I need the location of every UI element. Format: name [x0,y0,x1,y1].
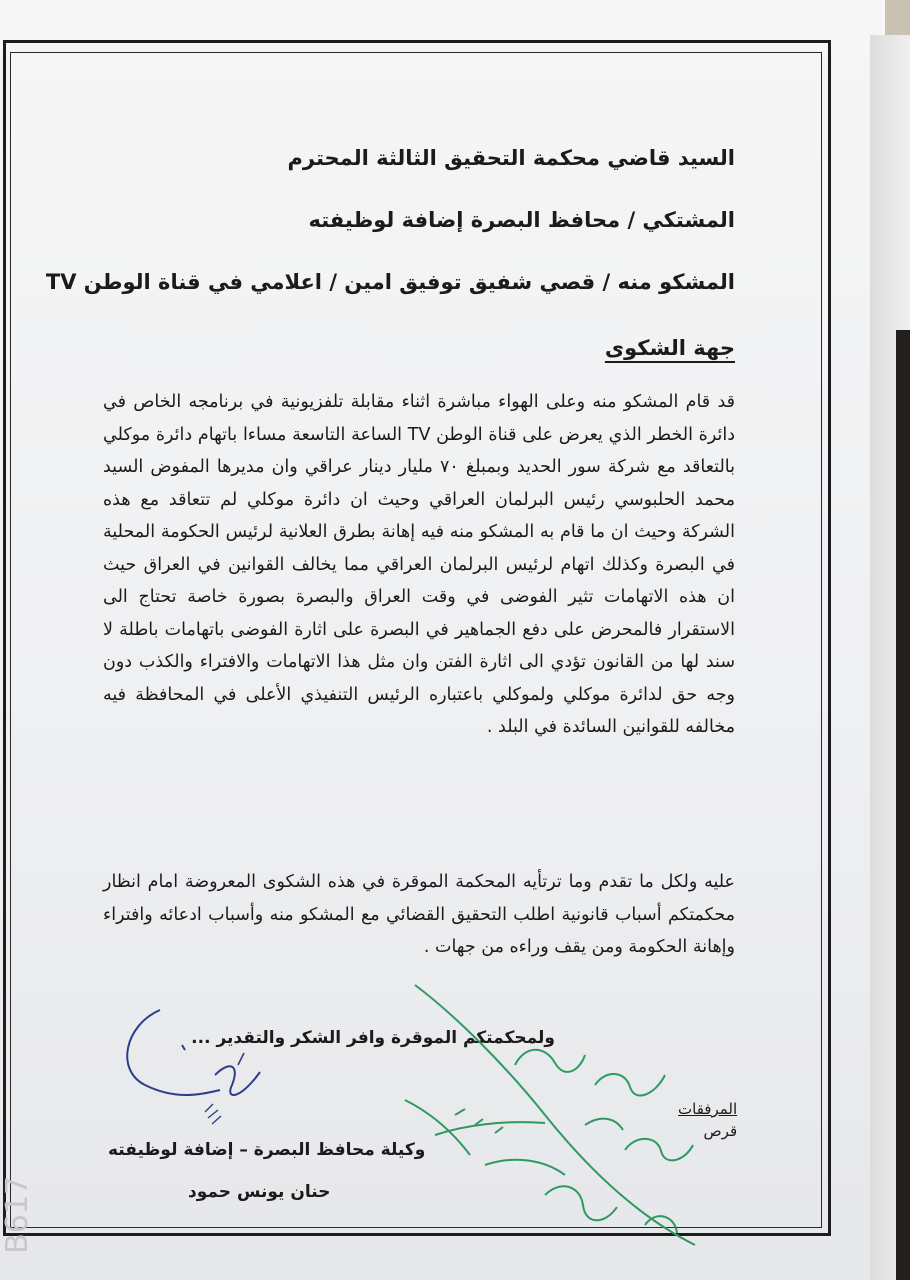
complainant-line: المشتكي / محافظ البصرة إضافة لوظيفته [308,208,735,232]
attachments-block [678,1098,737,1142]
background-edge [896,330,910,1280]
attachments-item: قرص [703,1122,738,1140]
defendant-line: المشكو منه / قصي شفيق توفيق امين / اعلامي في قناة الوطن TV [45,270,735,294]
attachments-label: المرفقات [678,1100,738,1118]
thanks-line: ولمحكمتكم الموقرة وافر الشكر والتقدير ... [191,1028,555,1048]
section-title: جهة الشكوى [604,336,735,360]
closing-paragraph: عليه ولكل ما تقدم وما ترتأيه المحكمة الموقرة في هذه الشكوى المعروضة امام انظار محكمتكم أسباب قانونية اطلب التحقيق القضائي مع المشكو منه وأسباب ادعائه وافتراء وإهانة الحكومة ومن يقف وراءه من جهات . [103,872,735,957]
addressee-line: السيد قاضي محكمة التحقيق الثالثة المحترم [287,146,735,170]
complaint-body: قد قام المشكو منه وعلى الهواء مباشرة اثناء مقابلة تلفزيونية في برنامجه الخاص في دائرة الخطر الذي يعرض على قناة الوطن TV الساعة التاسعة مساءا باتهام دائرة موكلي بالتعاقد مع شركة سور الحديد وبمبلغ ٧٠ مليار دينار عراقي وان مديرها المفوض السيد محمد الحلبوسي رئيس البرلمان العراقي وحيث ان دائرة موكلي لم تتعاقد مع هذه الشركة وحيث ان ما قام به المشكو منه فيه إهانة بطرق العلانية لرئيس الحكومة المحلية في البصرة وكذلك اتهام لرئيس البرلمان العراقي مما يخالف القوانين في العراق حيث ان هذه الاتهامات تثير الفوضى في وقت العراق والبصرة بصورة خاصة تحتاج الى الاستقرار فالمحرض على دفع الجماهير في البصرة على اثارة الفوضى باتهامات باطلة لا سند لها من القانون تؤدي الى اثارة الفتن وان مثل هذا الاتهامات والافتراء والكذب دون وجه حق لدائرة موكلي ولموكلي باعتباره الرئيس التنفيذي الأعلى في المحافظة فيه مخالفه للقوانين السائدة في البلد . [103,392,736,737]
signatory-title: وكيلة محافظ البصرة – إضافة لوظيفته [108,1140,426,1160]
signatory-name: حنان يونس حمود [188,1182,331,1202]
green-stamp-signature [395,975,715,1275]
handwritten-signature [120,1000,290,1140]
margin-mark: B617 [0,1176,35,1254]
